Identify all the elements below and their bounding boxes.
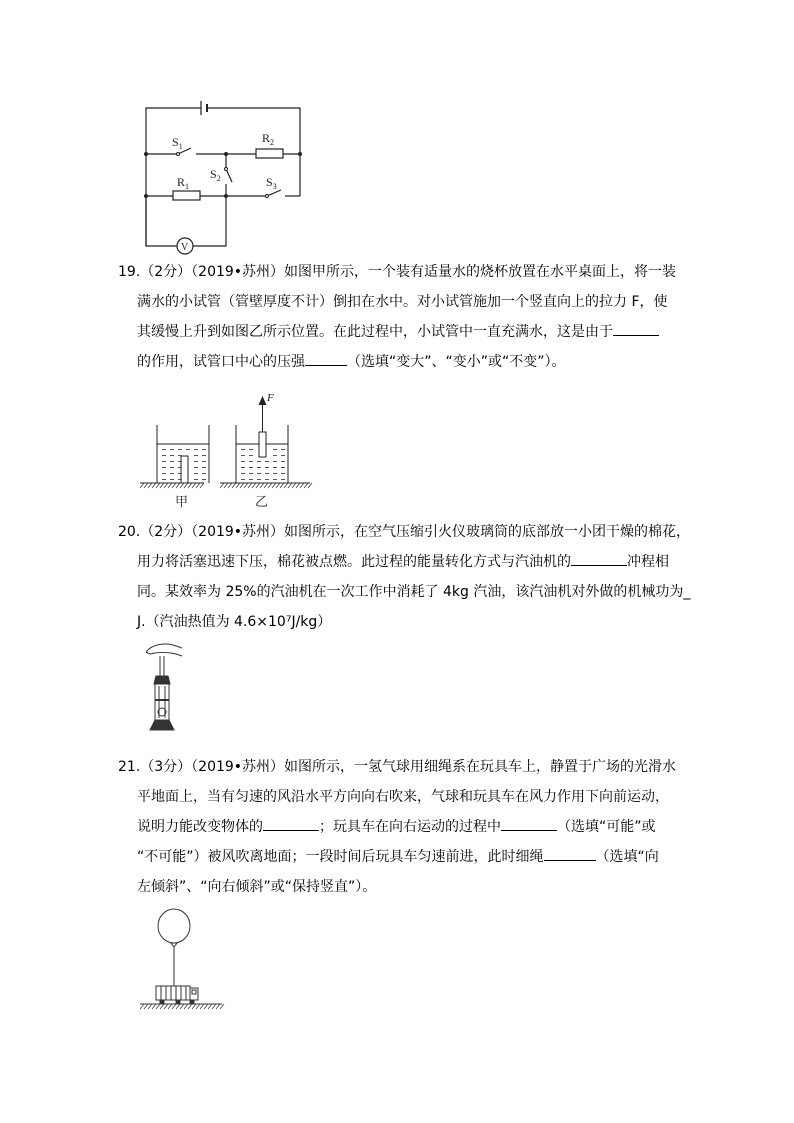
voltmeter-label: V [181,242,189,253]
circuit-diagram [140,96,310,256]
q19-line-3: 其缓慢上升到如图乙所示位置。在此过程中，小试管中一直充满水，这是由于 [118,317,688,347]
q21-line-2: 平地面上，当有匀速的风沿水平方向向右吹来，气球和玩具车在风力作用下向前运动， [137,789,669,805]
question-20 [118,517,691,637]
answer-blank[interactable] [263,814,319,831]
question-19 [118,257,688,377]
answer-blank[interactable] [544,844,596,861]
caption-jia: 甲 [175,495,189,510]
q20-line-4: J.（汽油热值为 4.6×10⁷J/kg） [137,614,332,630]
q21-line-1: 21.（3分）（2019•苏州）如图所示，一氢气球用细绳系在玩具车上，静置于广场的光滑水 [118,759,677,775]
s3-label: $S_3$ [266,175,277,191]
answer-blank[interactable] [501,814,557,831]
force-label: F [267,392,274,404]
q19-line-2: 满水的小试管（管壁厚度不计）倒扣在水中。对小试管施加一个竖直向上的拉力 F，使 [137,294,668,310]
q19-line-4: 的作用，试管口中心的压强 （选填“变大”、“变小”或“不变”）。 [118,347,688,377]
s2-label: $S_2$ [210,167,221,183]
fire-syringe-diagram [142,640,202,738]
q20-line-1: 20.（2分）（2019•苏州）如图所示，在空气压缩引火仪玻璃筒的底部放一小团干燥的棉花， [118,524,691,540]
question-21 [118,752,688,902]
q21-line-3: 说明力能改变物体的 ；玩具车在向右运动的过程中 （选填“可能”或 [118,812,688,842]
balloon-car-diagram [136,908,228,1012]
r1-label: $R_1$ [177,175,190,191]
caption-yi: 乙 [255,495,269,510]
q20-line-3: 同。某效率为 25%的汽油机在一次工作中消耗了 4kg 汽油，该汽油机对外做的机械功为_ [137,584,691,600]
q19-line-1: 19.（2分）（2019•苏州）如图甲所示，一个装有适量水的烧杯放置在水平桌面上，将一装 [118,264,677,280]
r2-label: $R_2$ [262,131,275,147]
answer-blank[interactable] [613,319,659,336]
q20-line-2: 用力将活塞迅速下压，棉花被点燃。此过程的能量转化方式与汽油机的 冲程相 [118,547,688,577]
answer-blank[interactable] [571,549,627,566]
q21-line-5: 左倾斜”、“向右倾斜”或“保持竖直”）。 [137,879,377,895]
beaker-diagram [138,392,318,510]
answer-blank[interactable] [305,349,347,366]
s1-label: $S_1$ [172,135,183,151]
q21-line-4: “不可能”）被风吹离地面；一段时间后玩具车匀速前进，此时细绳 （选填“向 [118,842,688,872]
